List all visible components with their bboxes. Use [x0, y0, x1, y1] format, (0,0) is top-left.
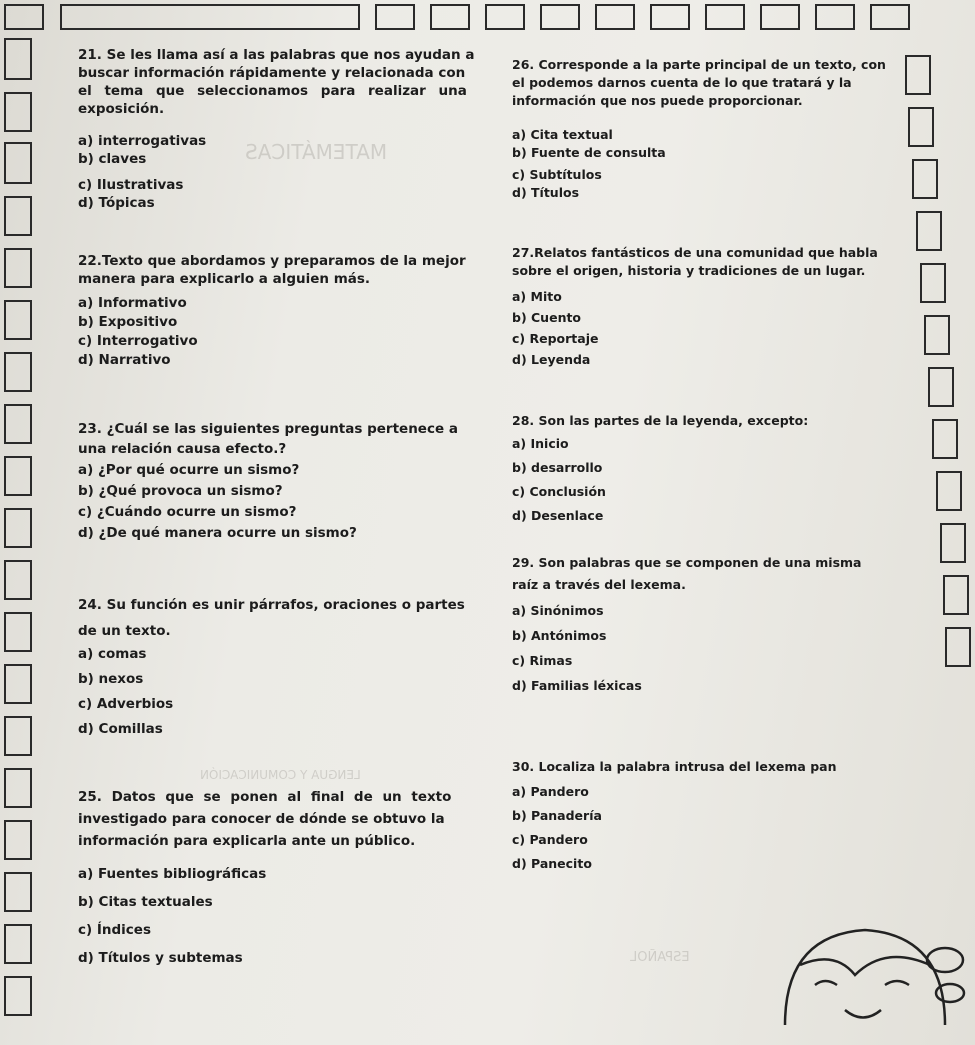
question-text: 26. Corresponde a la parte principal de un texto, con [512, 57, 886, 72]
bleed-through-text: MATEMÁTICAS [245, 140, 388, 164]
option-b[interactable]: b) Antónimos [512, 628, 607, 643]
question-text: información que nos puede proporcionar. [512, 93, 803, 108]
girl-illustration [745, 905, 975, 1045]
option-b[interactable]: b) ¿Qué provoca un sismo? [78, 483, 283, 499]
question-text: 24. Su función es unir párrafos, oraciones o partes [78, 597, 465, 613]
bleed-through-text: ESPAÑOL [630, 950, 690, 965]
question-27 [512, 244, 912, 370]
question-text: el tema que seleccionamos para realizar una [78, 83, 467, 99]
option-a[interactable]: a) interrogativas [78, 133, 207, 149]
question-text: 21. Se les llama así a las palabras que nos ayudan a [78, 47, 475, 63]
option-c[interactable]: c) Reportaje [512, 331, 599, 346]
option-c[interactable]: c) Subtítulos [512, 167, 602, 182]
option-c[interactable]: c) Ilustrativas [78, 177, 184, 193]
question-text: de un texto. [78, 623, 171, 639]
option-d[interactable]: d) Títulos y subtemas [78, 950, 243, 966]
question-30 [512, 758, 932, 876]
question-text: 29. Son palabras que se componen de una misma [512, 555, 862, 570]
option-a[interactable]: a) Inicio [512, 436, 569, 451]
option-d[interactable]: d) Narrativo [78, 352, 171, 368]
option-b[interactable]: b) Expositivo [78, 314, 178, 330]
question-text: exposición. [78, 101, 165, 117]
question-text: 25. Datos que se ponen al final de un texto [78, 789, 452, 805]
option-d[interactable]: d) ¿De qué manera ocurre un sismo? [78, 525, 357, 541]
option-b[interactable]: b) desarrollo [512, 460, 603, 475]
question-text: 22.Texto que abordamos y preparamos de la mejor [78, 253, 466, 269]
option-c[interactable]: c) Conclusión [512, 484, 606, 499]
option-d[interactable]: d) Panecito [512, 856, 592, 871]
option-a[interactable]: a) Fuentes bibliográficas [78, 866, 267, 882]
question-text: información para explicarla ante un público. [78, 833, 416, 849]
option-a[interactable]: a) Sinónimos [512, 603, 604, 618]
option-c[interactable]: c) Rimas [512, 653, 573, 668]
question-text: el podemos darnos cuenta de lo que tratará y la [512, 75, 852, 90]
option-a[interactable]: a) Cita textual [512, 127, 613, 142]
question-text: sobre el origen, historia y tradiciones de un lugar. [512, 263, 866, 278]
question-26 [512, 56, 902, 202]
question-23 [78, 420, 498, 544]
option-b[interactable]: b) Panadería [512, 808, 602, 823]
question-text: una relación causa efecto.? [78, 441, 287, 457]
question-text: buscar información rápidamente y relacionada con [78, 65, 466, 81]
option-d[interactable]: d) Leyenda [512, 352, 591, 367]
option-b[interactable]: b) Fuente de consulta [512, 145, 666, 160]
option-a[interactable]: a) comas [78, 646, 147, 662]
question-text: 27.Relatos fantásticos de una comunidad que habla [512, 245, 878, 260]
bleed-through-text: LENGUA Y COMUNICACIÓN [200, 768, 361, 782]
question-text: 30. Localiza la palabra intrusa del lexema pan [512, 759, 837, 774]
option-c[interactable]: c) Interrogativo [78, 333, 198, 349]
question-text: 23. ¿Cuál se las siguientes preguntas pertenece a [78, 421, 458, 437]
option-d[interactable]: d) Familias léxicas [512, 678, 642, 693]
option-d[interactable]: d) Tópicas [78, 195, 155, 211]
question-text: 28. Son las partes de la leyenda, excepto: [512, 413, 809, 428]
option-d[interactable]: d) Desenlace [512, 508, 604, 523]
question-21 [78, 46, 498, 212]
question-text: investigado para conocer de dónde se obtuvo la [78, 811, 445, 827]
question-29 [512, 552, 932, 698]
option-d[interactable]: d) Comillas [78, 721, 163, 737]
option-b[interactable]: b) nexos [78, 671, 144, 687]
question-text: manera para explicarlo a alguien más. [78, 271, 371, 287]
option-c[interactable]: c) Índices [78, 922, 151, 938]
option-a[interactable]: a) Pandero [512, 784, 589, 799]
option-d[interactable]: d) Títulos [512, 185, 580, 200]
question-28 [512, 412, 902, 528]
option-a[interactable]: a) ¿Por qué ocurre un sismo? [78, 462, 300, 478]
question-22 [78, 252, 498, 370]
question-24 [78, 596, 498, 742]
option-c[interactable]: c) Pandero [512, 832, 588, 847]
option-b[interactable]: b) claves [78, 151, 147, 167]
option-a[interactable]: a) Informativo [78, 295, 187, 311]
option-c[interactable]: c) ¿Cuándo ocurre un sismo? [78, 504, 297, 520]
option-b[interactable]: b) Citas textuales [78, 894, 213, 910]
option-b[interactable]: b) Cuento [512, 310, 582, 325]
option-c[interactable]: c) Adverbios [78, 696, 174, 712]
option-a[interactable]: a) Mito [512, 289, 562, 304]
question-25 [78, 786, 498, 972]
question-text: raíz a través del lexema. [512, 577, 686, 592]
